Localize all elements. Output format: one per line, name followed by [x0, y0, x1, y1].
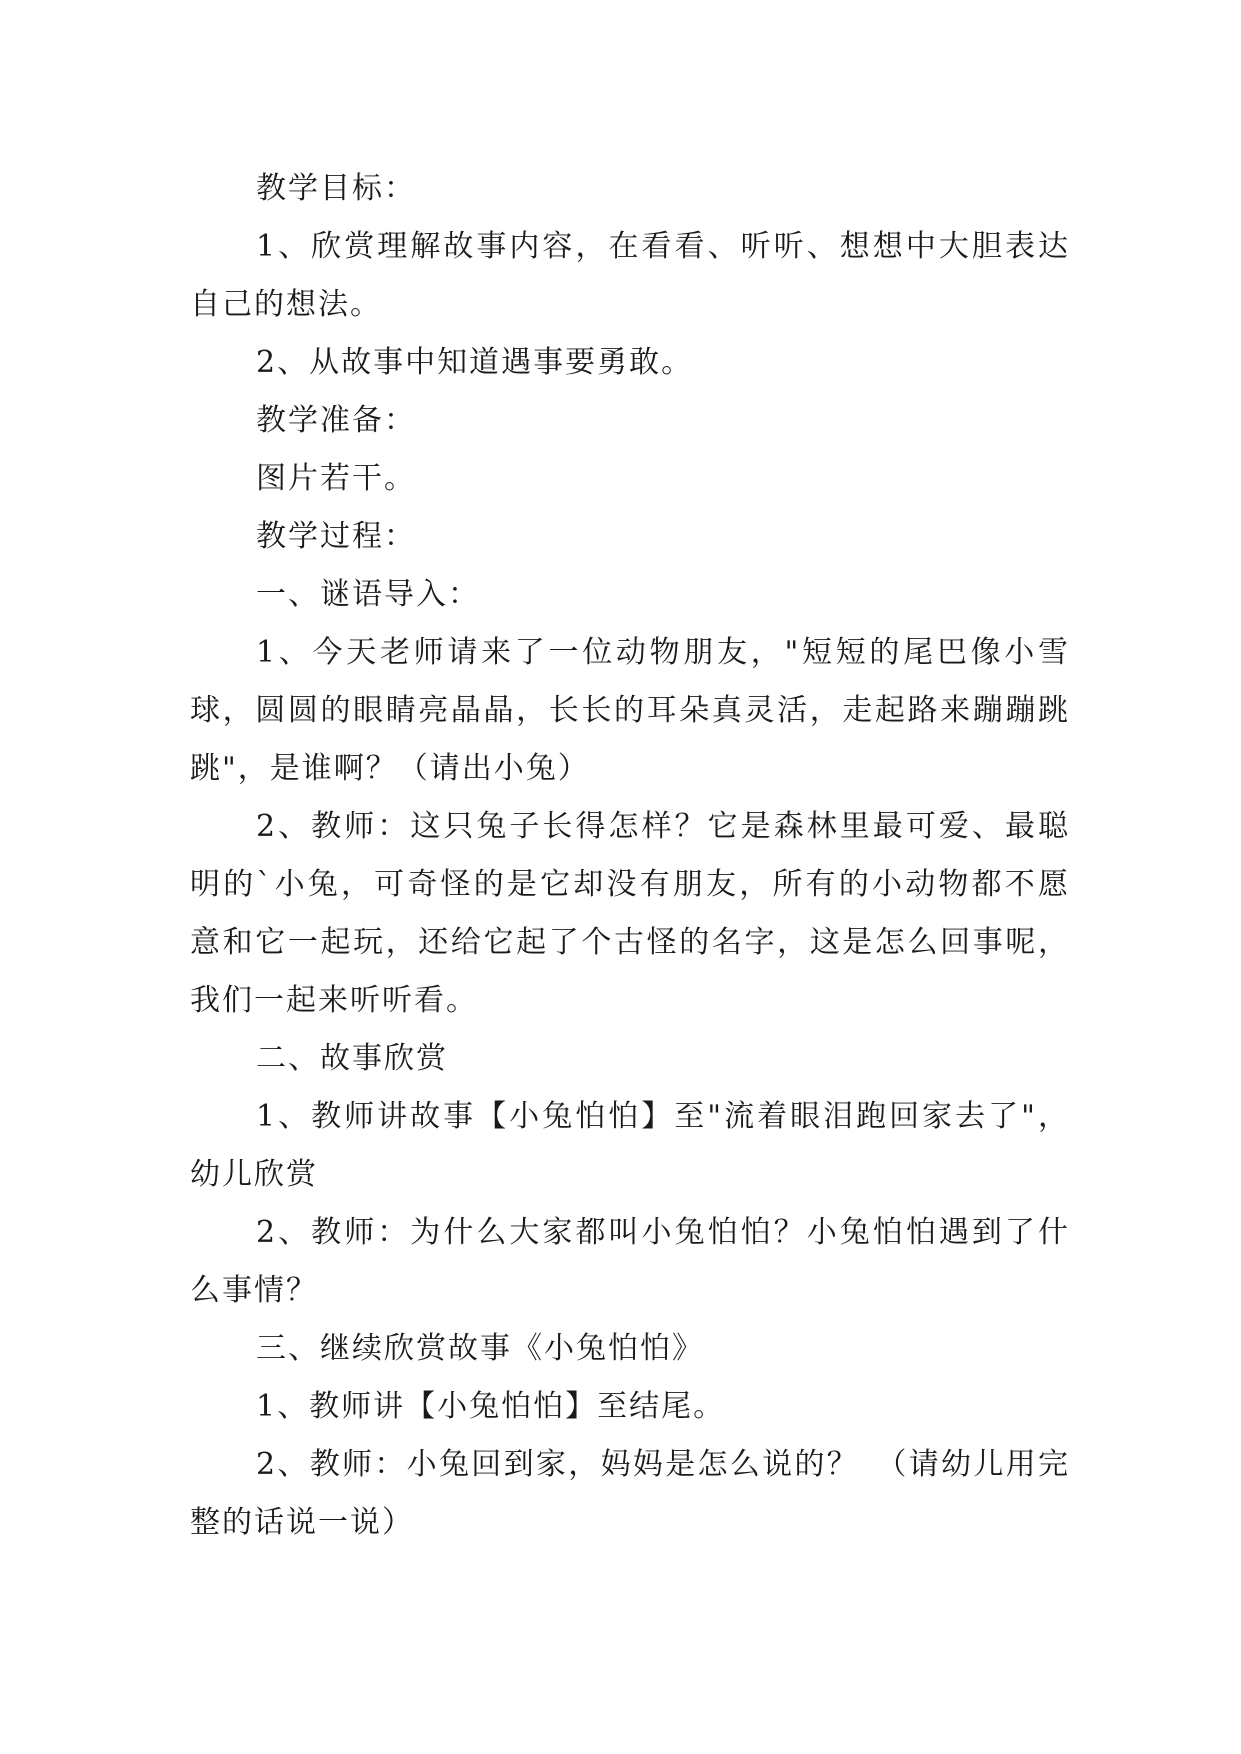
heading-teaching-goals: 教学目标： [256, 171, 416, 206]
heading-teaching-preparation: 教学准备： [256, 403, 416, 438]
story-step-2: 2、教师：为什么大家都叫小兔怕怕？小兔怕怕遇到了什么事情？ [190, 1215, 1070, 1308]
riddle-step-2: 2、教师：这只兔子长得怎样？它是森林里最可爱、最聪明的`小兔，可奇怪的是它却没有朋友，所有的小动物都不愿意和它一起玩，还给它起了个古怪的名字，这是怎么回事呢，我们一起来听听看。 [190, 809, 1070, 1018]
riddle-step-1: 1、今天老师请来了一位动物朋友，"短短的尾巴像小雪球，圆圆的眼睛亮晶晶，长长的耳朵真灵活，走起路来蹦蹦跳跳"，是谁啊？（请出小兔） [190, 635, 1070, 786]
section-riddle-intro: 一、谜语导入： [256, 577, 480, 612]
story-step-1: 1、教师讲故事【小兔怕怕】至"流着眼泪跑回家去了"，幼儿欣赏 [190, 1099, 1070, 1192]
goal-item-1: 1、欣赏理解故事内容，在看看、听听、想想中大胆表达自己的想法。 [190, 229, 1070, 322]
continue-step-2: 2、教师：小兔回到家，妈妈是怎么说的？ （请幼儿用完整的话说一说） [190, 1447, 1070, 1540]
heading-teaching-process: 教学过程： [256, 519, 416, 554]
goal-item-2: 2、从故事中知道遇事要勇敢。 [256, 345, 694, 380]
preparation-text: 图片若干。 [256, 461, 416, 496]
section-story-appreciation: 二、故事欣赏 [256, 1041, 448, 1076]
section-continue-story: 三、继续欣赏故事《小兔怕怕》 [256, 1331, 704, 1366]
continue-step-1: 1、教师讲【小兔怕怕】至结尾。 [256, 1389, 726, 1424]
document-body [190, 160, 1070, 1552]
